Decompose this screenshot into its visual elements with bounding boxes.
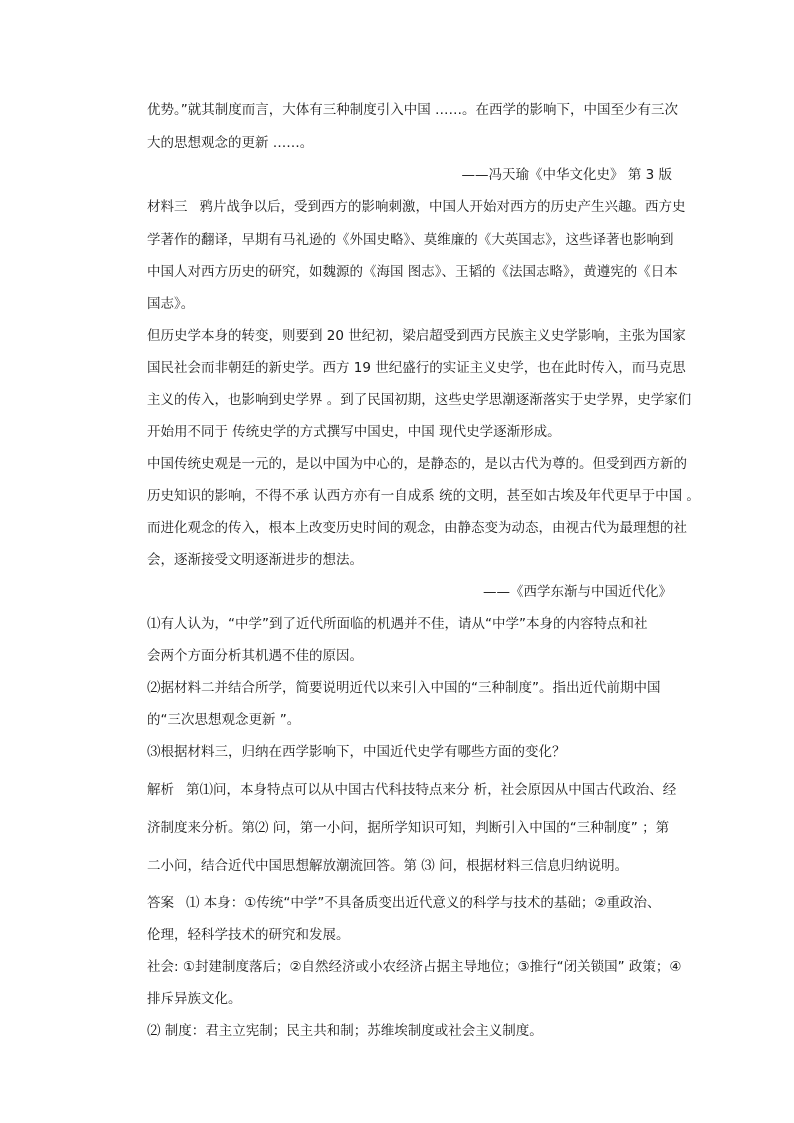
text-line: 优势。”就其制度而言，大体有三种制度引入中国 ……。在西学的影响下，中国至少有三次 xyxy=(147,102,679,118)
text-line: 国志》。 xyxy=(147,296,195,312)
text-line: 学著作的翻译，早期有马礼逊的《外国史略》、莫维廉的《大英国志》，这些译著也影响到 xyxy=(147,232,674,248)
question-line: ⑵据材料二并结合所学，简要说明近代以来引入中国的“三种制度”。指出近代前期中国 xyxy=(147,680,661,696)
text-line: 但历史学本身的转变，则要到 20 世纪初，梁启超受到西方民族主义史学影响，主张为国家 xyxy=(147,328,686,344)
analysis-line: 二小问，结合近代中国思想解放潮流回答。第 ⑶ 问，根据材料三信息归纳说明。 xyxy=(147,858,629,874)
text-line: 历史知识的影响，不得不承 认西方亦有一自成系 统的文明，甚至如古埃及年代更早于中国 。 xyxy=(147,488,700,504)
question-line: 的“三次思想观念更新 ”。 xyxy=(147,712,301,728)
text-line: 大的思想观念的更新 ……。 xyxy=(147,135,314,151)
analysis-line: 解析 第⑴问，本身特点可以从中国古代科技特点来分 析，社会原因从中国古代政治、经 xyxy=(147,782,677,798)
source-citation: ——冯天瑜《中华文化史》 第 3 版 xyxy=(461,167,672,183)
answer-line: 伦理，轻科学技术的研究和发展。 xyxy=(147,927,350,943)
text-line: 中国人对西方历史的研究，如魏源的《海国 图志》、王韬的《法国志略》，黄遵宪的《日本 xyxy=(147,264,678,280)
analysis-label: 解析 xyxy=(147,782,174,798)
question-line: 会两个方面分析其机遇不佳的原因。 xyxy=(147,648,363,664)
answer-line: 排斥异族文化。 xyxy=(147,991,242,1007)
material-three-line: 材料三 鸦片战争以后，受到西方的影响刺激，中国人开始对西方的历史产生兴趣。西方史 xyxy=(147,199,686,215)
text-line: 开始用不同于 传统史学的方式撰写中国史，中国 现代史学逐渐形成。 xyxy=(147,424,561,440)
answer-label: 答案 xyxy=(147,895,174,911)
question-line: ⑴有人认为，“中学”到了近代所面临的机遇并不佳，请从“中学”本身的内容特点和社 xyxy=(147,616,648,632)
text-line: 而进化观念的传入，根本上改变历史时间的观念，由静态变为动态，由视古代为最理想的社 xyxy=(147,520,687,536)
text-line: 中国传统史观是一元的，是以中国为中心的，是静态的，是以古代为尊的。但受到西方新的 xyxy=(147,456,687,472)
answer-line: 社会: ①封建制度落后；②自然经济或小农经济占据主导地位；③推行“闭关锁国” 政策；④ xyxy=(147,959,682,975)
analysis-line: 济制度来分析。第⑵ 问，第一小问，据所学知识可知，判断引入中国的“三种制度” ；第 xyxy=(147,820,670,836)
source-citation: ——《西学东渐与中国近代化》 xyxy=(483,584,672,600)
material-label: 材料三 xyxy=(147,199,188,215)
answer-line: ⑵ 制度：君主立宪制；民主共和制；苏维埃制度或社会主义制度。 xyxy=(147,1023,543,1039)
text-line: 会，逐渐接受文明逐渐进步的想法。 xyxy=(147,552,363,568)
question-line: ⑶根据材料三，归纳在西学影响下，中国近代史学有哪些方面的变化？ xyxy=(147,744,566,760)
answer-line: 答案 ⑴ 本身：①传统“中学”不具备质变出近代意义的科学与技术的基础；②重政治、 xyxy=(147,895,661,911)
text-line: 国民社会而非朝廷的新史学。西方 19 世纪盛行的实证主义史学，也在此时传入，而马克思 xyxy=(147,360,686,376)
text-line: 主义的传入，也影响到史学界 。到了民国初期，这些史学思潮逐渐落实于史学界，史学家们 xyxy=(147,392,692,408)
